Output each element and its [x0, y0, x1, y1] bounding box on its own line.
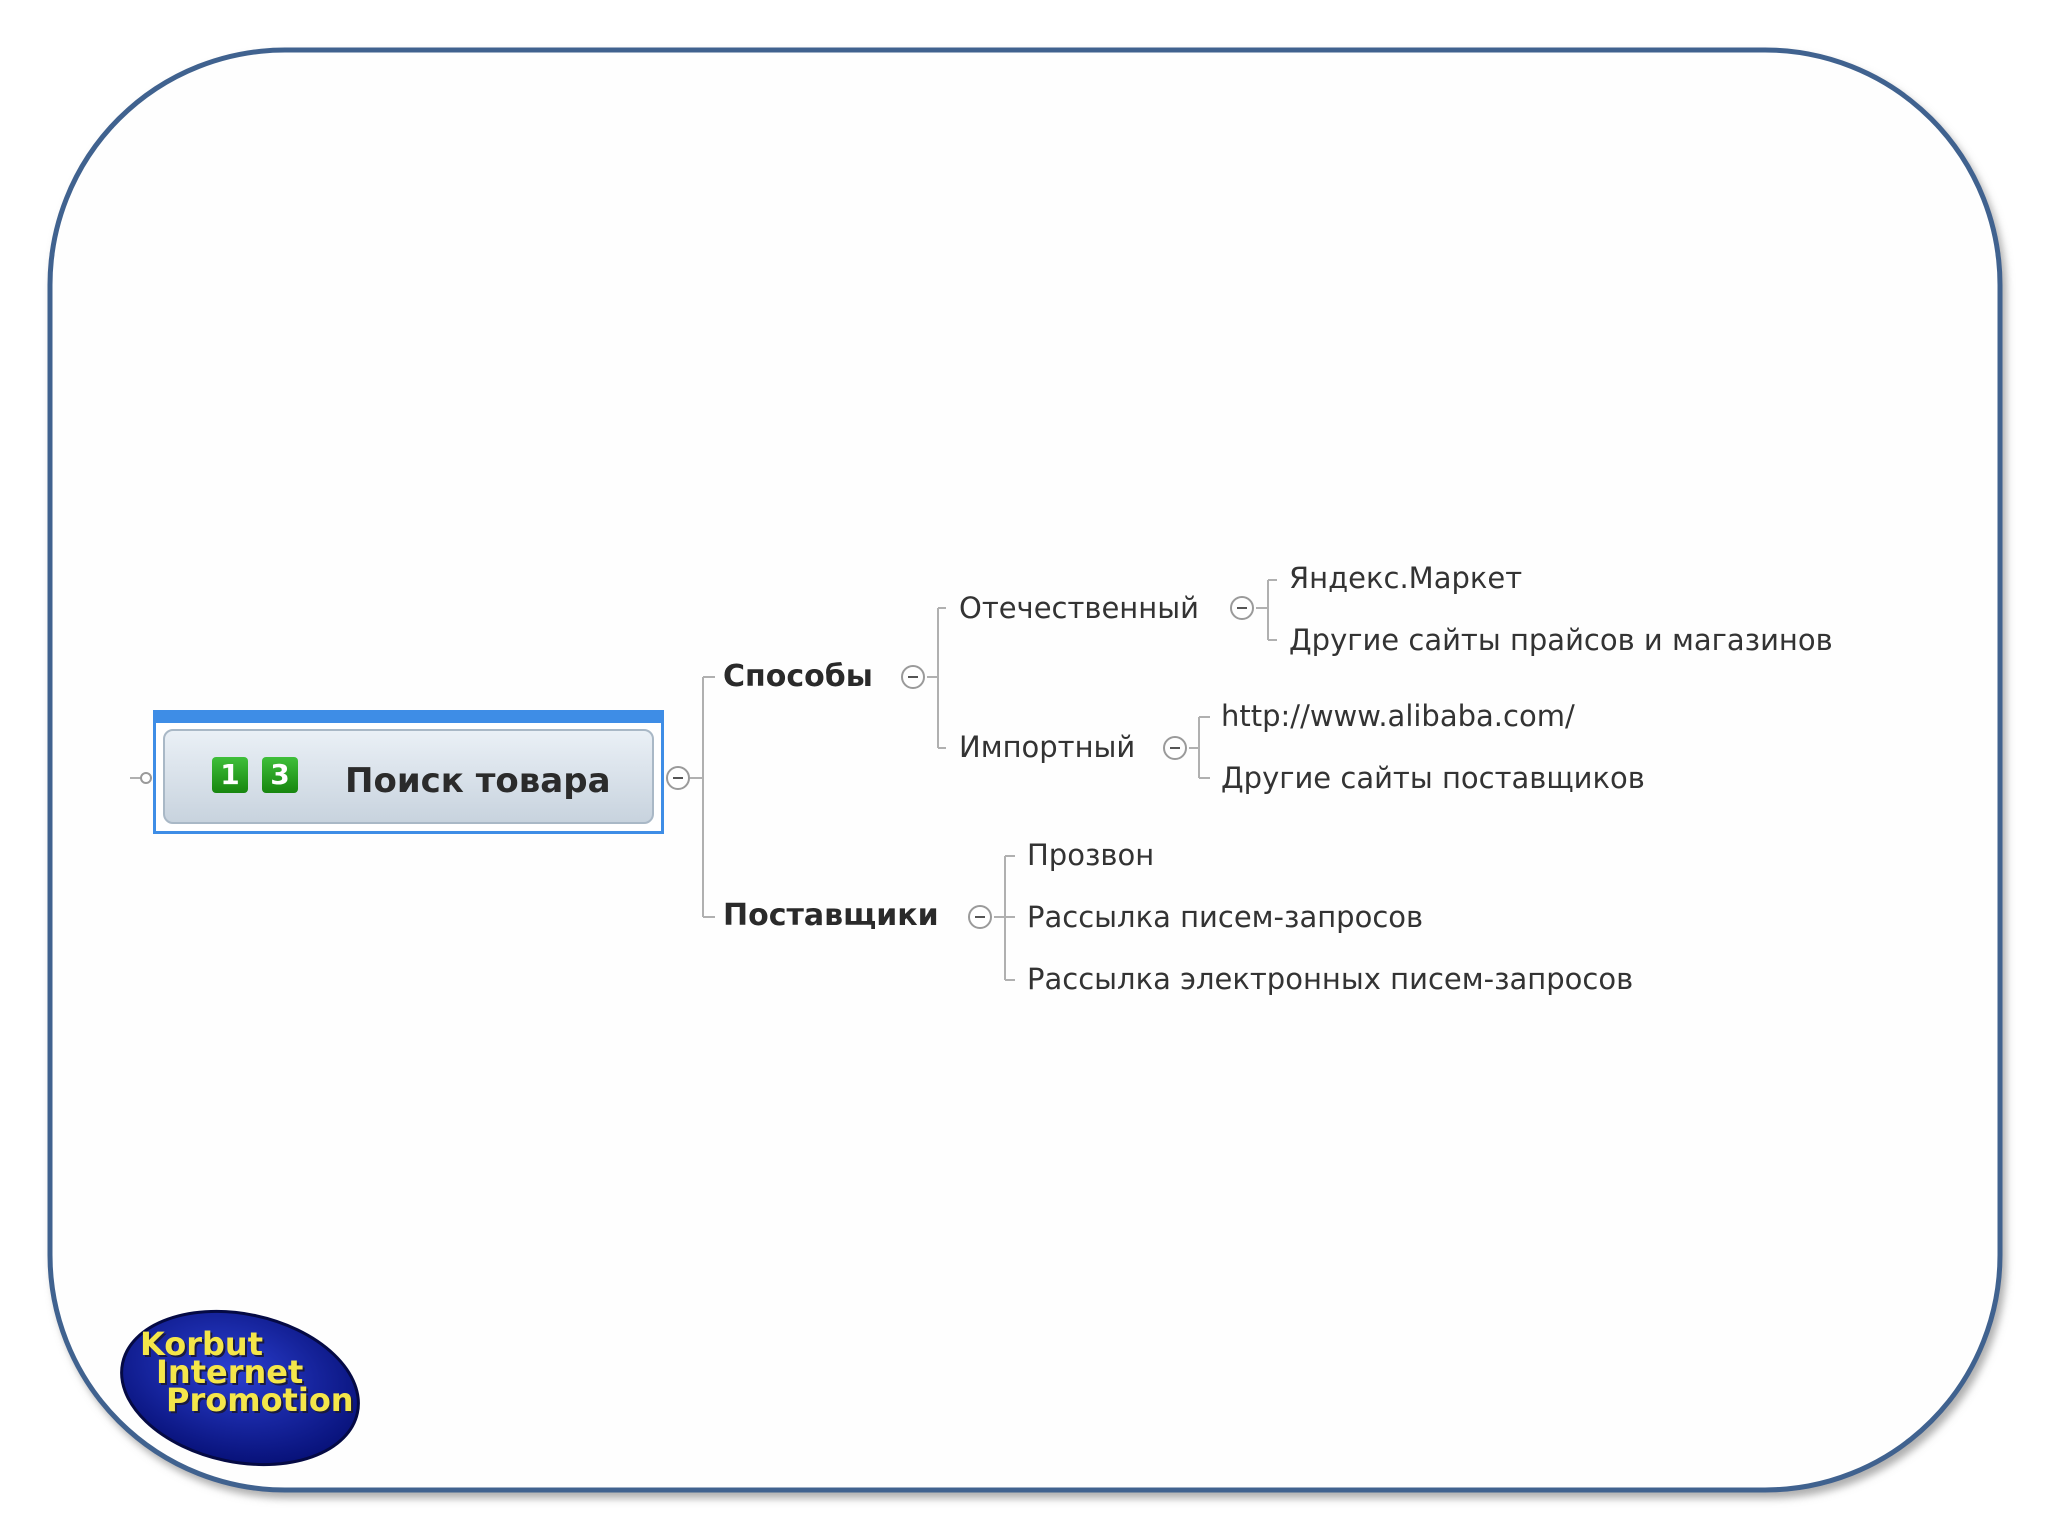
leaf-other-supplier-sites[interactable]: Другие сайты поставщиков [1221, 761, 1645, 795]
logo-line-1: Korbut [140, 1325, 263, 1363]
leaf-letter-mailing[interactable]: Рассылка писем-запросов [1027, 900, 1424, 934]
domestic-collapse-icon[interactable] [1230, 596, 1254, 620]
leaf-yandex-market[interactable]: Яндекс.Маркет [1289, 561, 1523, 595]
logo-line-3: Promotion [166, 1381, 354, 1419]
topic-methods[interactable]: Способы [723, 659, 873, 694]
leaf-alibaba-link[interactable]: http://www.alibaba.com/ [1221, 699, 1575, 733]
leaf-phone-calls[interactable]: Прозвон [1027, 838, 1155, 872]
root-label: Поиск товара [345, 761, 611, 801]
topic-domestic[interactable]: Отечественный [959, 591, 1199, 625]
import-collapse-icon[interactable] [1163, 736, 1187, 760]
progress-badge-icon: 3 [262, 757, 298, 793]
logo-line-2: Internet [156, 1353, 304, 1391]
root-anchor-dot [141, 773, 151, 783]
company-logo [140, 1325, 354, 1419]
leaf-email-mailing[interactable]: Рассылка электронных писем-запросов [1027, 962, 1634, 996]
methods-collapse-icon[interactable] [901, 665, 925, 689]
selection-handle-bar[interactable] [156, 713, 661, 723]
topic-import[interactable]: Импортный [959, 730, 1136, 764]
suppliers-collapse-icon[interactable] [968, 905, 992, 929]
leaf-other-price-sites[interactable]: Другие сайты прайсов и магазинов [1289, 623, 1833, 657]
root-node-body [163, 729, 654, 824]
priority-badge-icon: 1 [212, 757, 248, 793]
root-node[interactable] [153, 710, 664, 834]
root-collapse-icon[interactable] [666, 766, 690, 790]
topic-suppliers[interactable]: Поставщики [723, 898, 939, 933]
